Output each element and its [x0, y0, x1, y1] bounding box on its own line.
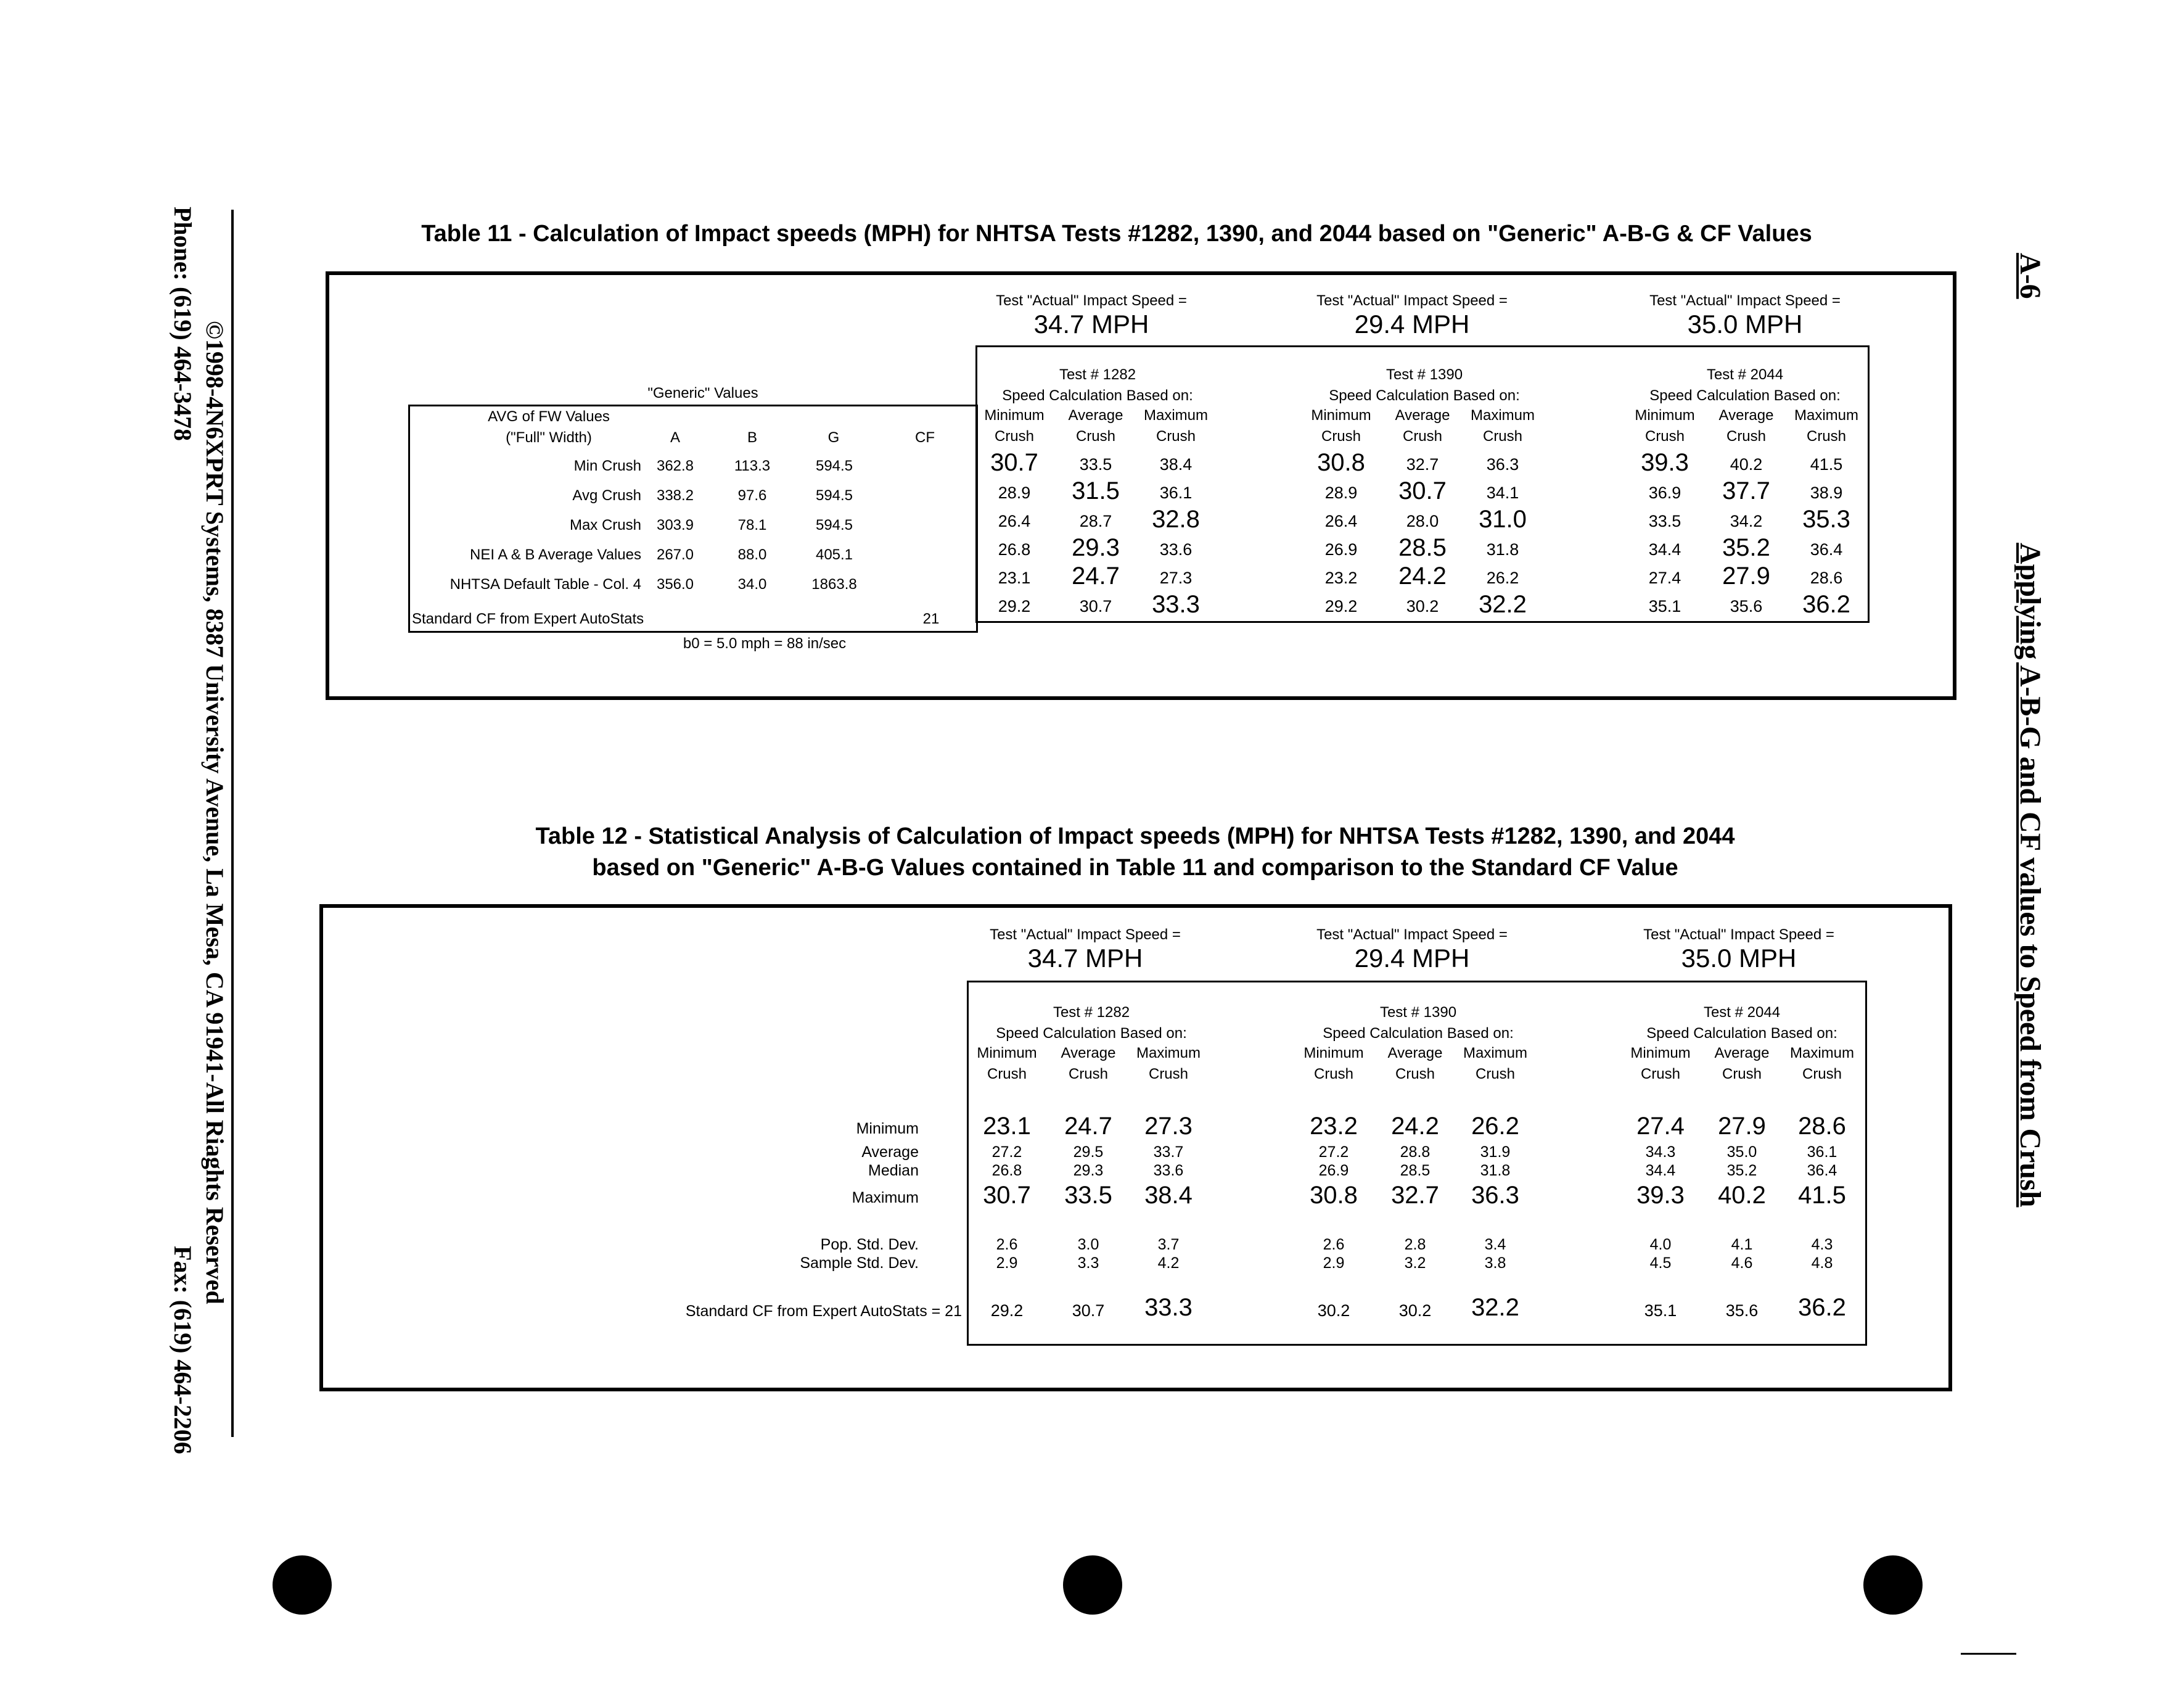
stat-value: 33.5 [1064, 1182, 1112, 1209]
generic-row-label: NEI A & B Average Values [470, 546, 641, 563]
t11-speed-value: 31.5 [1072, 477, 1120, 504]
t12-actual-label-3: Test "Actual" Impact Speed = [1643, 926, 1834, 943]
stat-row-label: Median [868, 1162, 919, 1179]
t11-speed-value: 36.4 [1810, 540, 1843, 559]
t11-speed-value: 30.2 [1406, 597, 1439, 616]
t12-speed-calc-1: Speed Calculation Based on: [996, 1025, 1187, 1042]
stat-value: 33.6 [1153, 1162, 1184, 1179]
copyright-line: ©1998-4N6XPRT Systems, 8387 University Avenue, La Mesa, CA 91941-All Riaghts Reserved [201, 321, 229, 1304]
t12-crush-bottom: Crush [1395, 1066, 1435, 1082]
stat-cf-value: 30.2 [1398, 1301, 1432, 1320]
stat-value: 28.6 [1798, 1113, 1846, 1140]
t12-actual-value-1: 34.7 MPH [1027, 944, 1143, 973]
binder-hole-left [273, 1555, 332, 1615]
generic-row-label: Min Crush [573, 458, 641, 474]
stat-value: 33.7 [1153, 1143, 1184, 1161]
stat-cf-value: 35.6 [1725, 1301, 1759, 1320]
stat-row-label: Maximum [852, 1189, 919, 1206]
t11-crush-top: Minimum [984, 407, 1045, 424]
stat-value: 2.6 [996, 1236, 1018, 1253]
stat-value: 36.3 [1471, 1182, 1519, 1209]
table12-title-line1: Table 12 - Statistical Analysis of Calculation of Impact speeds (MPH) for NHTSA Tests #1282, 1390, and 2044 [535, 823, 1735, 849]
t11-speed-value: 34.1 [1486, 484, 1519, 502]
stat-value: 2.8 [1404, 1236, 1426, 1253]
t11-actual-value-3: 35.0 MPH [1687, 310, 1803, 339]
t12-crush-top: Average [1061, 1045, 1116, 1061]
stat-value: 28.5 [1400, 1162, 1431, 1179]
t11-crush-bottom: Crush [1321, 428, 1361, 445]
stat-value: 4.5 [1649, 1254, 1672, 1272]
t12-actual-label-2: Test "Actual" Impact Speed = [1316, 926, 1508, 943]
stat-value: 35.0 [1726, 1143, 1757, 1161]
stat-value: 38.4 [1144, 1182, 1193, 1209]
t11-crush-top: Maximum [1794, 407, 1858, 424]
stat-value: 3.7 [1157, 1236, 1180, 1253]
t11-speed-value: 28.6 [1810, 569, 1843, 587]
stat-value: 27.4 [1636, 1113, 1685, 1140]
t11-test-label-2: Test # 1390 [1386, 366, 1463, 383]
stat-value: 2.6 [1323, 1236, 1345, 1253]
t11-speed-value: 33.5 [1648, 512, 1681, 530]
t11-speed-value: 35.3 [1802, 506, 1850, 533]
t12-crush-top: Maximum [1463, 1045, 1527, 1061]
t11-speed-value: 30.7 [1079, 597, 1112, 616]
t12-crush-top: Average [1387, 1045, 1443, 1061]
t12-crush-bottom: Crush [1475, 1066, 1516, 1082]
generic-row-g: 594.5 [815, 517, 853, 533]
t11-speed-value: 27.3 [1159, 569, 1193, 587]
t11-speed-value: 35.6 [1730, 597, 1763, 616]
t11-speed-value: 23.1 [998, 569, 1031, 587]
t11-speed-value: 23.2 [1324, 569, 1358, 587]
stat-row-label: Average [861, 1143, 919, 1161]
t11-crush-bottom: Crush [1726, 428, 1767, 445]
stat-row-label: Sample Std. Dev. [800, 1254, 919, 1272]
stat-value: 29.3 [1073, 1162, 1104, 1179]
t11-speed-value: 31.0 [1479, 506, 1527, 533]
t11-speed-value: 36.3 [1486, 455, 1519, 474]
t11-speed-value: 29.2 [998, 597, 1031, 616]
stat-cf-value: 30.2 [1317, 1301, 1350, 1320]
t12-actual-value-2: 29.4 MPH [1354, 944, 1470, 973]
t11-speed-calc-3: Speed Calculation Based on: [1649, 387, 1841, 404]
t11-crush-bottom: Crush [1482, 428, 1523, 445]
t12-crush-bottom: Crush [987, 1066, 1027, 1082]
t12-test-label-3: Test # 2044 [1703, 1004, 1781, 1021]
t11-speed-calc-2: Speed Calculation Based on: [1329, 387, 1520, 404]
stat-value: 4.6 [1731, 1254, 1753, 1272]
t11-speed-value: 32.2 [1479, 591, 1527, 618]
t12-crush-top: Average [1714, 1045, 1770, 1061]
generic-col-b: B [747, 429, 757, 446]
stat-value: 28.8 [1400, 1143, 1431, 1161]
t11-speed-value: 28.9 [1324, 484, 1358, 502]
t11-speed-value: 41.5 [1810, 455, 1843, 474]
fax-line: Fax: (619) 464-2206 [169, 1246, 197, 1454]
cf-row-label: Standard CF from Expert AutoStats [412, 611, 644, 627]
stat-value: 3.0 [1077, 1236, 1099, 1253]
t11-speed-value: 35.1 [1648, 597, 1681, 616]
stat-value: 4.3 [1811, 1236, 1833, 1253]
stat-value: 31.9 [1480, 1143, 1511, 1161]
page-heading: Applying A-B-G and CF values to Speed from Crush [2014, 543, 2046, 1208]
stat-row-label: Pop. Std. Dev. [820, 1236, 919, 1253]
t11-actual-value-1: 34.7 MPH [1033, 310, 1149, 339]
t11-crush-bottom: Crush [1644, 428, 1685, 445]
generic-row-g: 405.1 [815, 546, 853, 563]
generic-values-label: "Generic" Values [647, 385, 758, 401]
generic-row-b: 78.1 [737, 517, 767, 533]
t11-speed-value: 39.3 [1641, 449, 1689, 476]
t11-speed-value: 32.7 [1406, 455, 1439, 474]
t11-crush-top: Maximum [1470, 407, 1535, 424]
t11-speed-value: 28.9 [998, 484, 1031, 502]
t12-actual-label-1: Test "Actual" Impact Speed = [990, 926, 1181, 943]
t12-speed-calc-3: Speed Calculation Based on: [1646, 1025, 1837, 1042]
generic-row-b: 113.3 [734, 458, 771, 474]
generic-row-g: 1863.8 [811, 576, 857, 593]
t11-speed-value: 28.7 [1079, 512, 1112, 530]
t11-actual-label-1: Test "Actual" Impact Speed = [996, 292, 1187, 309]
stat-value: 27.9 [1718, 1113, 1766, 1140]
t11-speed-value: 35.2 [1722, 534, 1770, 561]
t11-crush-bottom: Crush [1075, 428, 1116, 445]
stat-value: 4.2 [1157, 1254, 1180, 1272]
stat-value: 23.2 [1310, 1113, 1358, 1140]
generic-row-a: 362.8 [656, 458, 694, 474]
stat-value: 3.4 [1484, 1236, 1506, 1253]
stat-row-label: Minimum [856, 1120, 919, 1137]
t11-speed-value: 34.4 [1648, 540, 1681, 559]
t11-speed-value: 36.2 [1802, 591, 1850, 618]
stat-value: 29.5 [1073, 1143, 1104, 1161]
t11-actual-label-3: Test "Actual" Impact Speed = [1649, 292, 1841, 309]
t12-crush-bottom: Crush [1640, 1066, 1681, 1082]
t11-speed-value: 33.3 [1152, 591, 1200, 618]
t11-speed-value: 27.4 [1648, 569, 1681, 587]
stat-value: 30.8 [1310, 1182, 1358, 1209]
t12-crush-top: Minimum [1303, 1045, 1364, 1061]
t11-speed-value: 30.7 [1398, 477, 1447, 504]
generic-row-b: 34.0 [737, 576, 767, 593]
stat-value: 36.1 [1807, 1143, 1837, 1161]
stat-value: 3.2 [1404, 1254, 1426, 1272]
t11-crush-bottom: Crush [994, 428, 1035, 445]
generic-row-b: 97.6 [737, 487, 767, 504]
stat-value: 26.9 [1318, 1162, 1349, 1179]
t11-speed-value: 31.8 [1486, 540, 1519, 559]
t11-speed-value: 32.8 [1152, 506, 1200, 533]
t11-speed-value: 28.0 [1406, 512, 1439, 530]
t11-speed-value: 24.7 [1072, 562, 1120, 590]
stat-value: 30.7 [983, 1182, 1031, 1209]
generic-row-g: 594.5 [815, 458, 853, 474]
t11-actual-value-2: 29.4 MPH [1354, 310, 1470, 339]
generic-row-label: NHTSA Default Table - Col. 4 [450, 576, 641, 593]
stat-value: 34.4 [1645, 1162, 1676, 1179]
t11-speed-value: 38.4 [1159, 455, 1193, 474]
t11-speed-value: 27.9 [1722, 562, 1770, 590]
stat-value: 26.2 [1471, 1113, 1519, 1140]
stat-value: 34.3 [1645, 1143, 1676, 1161]
t11-speed-value: 28.5 [1398, 534, 1447, 561]
t11-speed-value: 34.2 [1730, 512, 1763, 530]
stat-value: 39.3 [1636, 1182, 1685, 1209]
t11-speed-value: 36.9 [1648, 484, 1681, 502]
t11-speed-value: 33.6 [1159, 540, 1193, 559]
t12-crush-top: Maximum [1136, 1045, 1201, 1061]
generic-col-header-1: AVG of FW Values [488, 408, 610, 425]
table11-footnote: b0 = 5.0 mph = 88 in/sec [683, 635, 847, 652]
stat-value: 4.8 [1811, 1254, 1833, 1272]
t11-speed-value: 26.2 [1486, 569, 1519, 587]
t12-crush-top: Minimum [1630, 1045, 1691, 1061]
stat-cf-value: 32.2 [1471, 1294, 1519, 1321]
t11-speed-value: 40.2 [1730, 455, 1763, 474]
t11-test-label-3: Test # 2044 [1706, 366, 1784, 383]
t12-crush-bottom: Crush [1802, 1066, 1842, 1082]
table11-title: Table 11 - Calculation of Impact speeds (MPH) for NHTSA Tests #1282, 1390, and 2044 based on "Generic" A-B-G & CF Values [421, 221, 1812, 247]
generic-row-a: 267.0 [656, 546, 694, 563]
t11-speed-value: 26.4 [998, 512, 1031, 530]
generic-row-a: 303.9 [656, 517, 694, 533]
t11-speed-value: 29.2 [1324, 597, 1358, 616]
t12-crush-top: Maximum [1789, 1045, 1854, 1061]
t11-speed-value: 37.7 [1722, 477, 1770, 504]
generic-row-label: Avg Crush [572, 487, 641, 504]
t12-test-label-1: Test # 1282 [1053, 1004, 1130, 1021]
stat-value: 23.1 [983, 1113, 1031, 1140]
generic-row-g: 594.5 [815, 487, 853, 504]
bottom-rule [1961, 1653, 2016, 1655]
stat-value: 2.9 [996, 1254, 1018, 1272]
stat-value: 27.2 [1318, 1143, 1349, 1161]
t11-speed-value: 29.3 [1072, 534, 1120, 561]
stat-value: 26.8 [991, 1162, 1022, 1179]
generic-col-header-2: ("Full" Width) [506, 429, 592, 446]
stat-cf-value: 33.3 [1144, 1294, 1193, 1321]
cf-row-value: 21 [922, 611, 940, 627]
t11-crush-bottom: Crush [1806, 428, 1847, 445]
generic-row-a: 338.2 [656, 487, 694, 504]
t11-speed-value: 30.8 [1317, 449, 1365, 476]
t11-speed-value: 38.9 [1810, 484, 1843, 502]
t12-crush-bottom: Crush [1722, 1066, 1762, 1082]
stat-value: 31.8 [1480, 1162, 1511, 1179]
generic-col-g: G [827, 429, 840, 446]
t12-test-label-2: Test # 1390 [1379, 1004, 1457, 1021]
stat-cf-value: 29.2 [990, 1301, 1024, 1320]
stat-value: 3.3 [1077, 1254, 1099, 1272]
t11-actual-label-2: Test "Actual" Impact Speed = [1316, 292, 1508, 309]
stat-value: 27.2 [991, 1143, 1022, 1161]
t11-crush-top: Maximum [1143, 407, 1208, 424]
t11-speed-value: 26.9 [1324, 540, 1358, 559]
stat-value: 32.7 [1391, 1182, 1439, 1209]
stat-value: 24.7 [1064, 1113, 1112, 1140]
binder-hole-center [1063, 1555, 1122, 1615]
t11-crush-top: Average [1395, 407, 1450, 424]
generic-col-cf: CF [915, 429, 935, 446]
t12-crush-bottom: Crush [1313, 1066, 1354, 1082]
t11-crush-bottom: Crush [1156, 428, 1196, 445]
t12-crush-top: Minimum [977, 1045, 1037, 1061]
t11-speed-value: 30.7 [990, 449, 1038, 476]
generic-row-a: 356.0 [656, 576, 694, 593]
table12-title-line2: based on "Generic" A-B-G Values contained in Table 11 and comparison to the Standard CF Value [592, 855, 1678, 881]
binder-hole-right [1863, 1555, 1923, 1615]
t11-speed-value: 24.2 [1398, 562, 1447, 590]
stat-value: 3.8 [1484, 1254, 1506, 1272]
t11-test-label-1: Test # 1282 [1059, 366, 1136, 383]
t12-crush-bottom: Crush [1148, 1066, 1189, 1082]
t11-speed-value: 26.4 [1324, 512, 1358, 530]
t11-crush-top: Minimum [1635, 407, 1695, 424]
generic-row-label: Max Crush [569, 517, 641, 533]
stat-cf-label: Standard CF from Expert AutoStats = 21 [685, 1303, 962, 1320]
t12-crush-bottom: Crush [1068, 1066, 1109, 1082]
t11-crush-top: Minimum [1311, 407, 1371, 424]
t11-speed-calc-1: Speed Calculation Based on: [1002, 387, 1193, 404]
stat-value: 2.9 [1323, 1254, 1345, 1272]
t12-actual-value-3: 35.0 MPH [1681, 944, 1797, 973]
stat-cf-value: 30.7 [1072, 1301, 1105, 1320]
t11-speed-value: 26.8 [998, 540, 1031, 559]
t11-crush-top: Average [1068, 407, 1123, 424]
t11-speed-value: 36.1 [1159, 484, 1193, 502]
phone-line: Phone: (619) 464-3478 [169, 207, 197, 441]
generic-row-b: 88.0 [737, 546, 767, 563]
stat-cf-value: 35.1 [1644, 1301, 1677, 1320]
t11-crush-top: Average [1718, 407, 1774, 424]
t11-speed-value: 33.5 [1079, 455, 1112, 474]
stat-value: 4.1 [1731, 1236, 1753, 1253]
t11-crush-bottom: Crush [1402, 428, 1443, 445]
stat-value: 24.2 [1391, 1113, 1439, 1140]
stat-value: 41.5 [1798, 1182, 1846, 1209]
stat-value: 40.2 [1718, 1182, 1766, 1209]
stat-value: 4.0 [1649, 1236, 1672, 1253]
stat-value: 27.3 [1144, 1113, 1193, 1140]
t12-speed-calc-2: Speed Calculation Based on: [1323, 1025, 1514, 1042]
generic-col-a: A [670, 429, 680, 446]
stat-value: 36.4 [1807, 1162, 1837, 1179]
page-number: A-6 [2014, 253, 2046, 299]
stat-cf-value: 36.2 [1798, 1294, 1846, 1321]
stat-value: 35.2 [1726, 1162, 1757, 1179]
